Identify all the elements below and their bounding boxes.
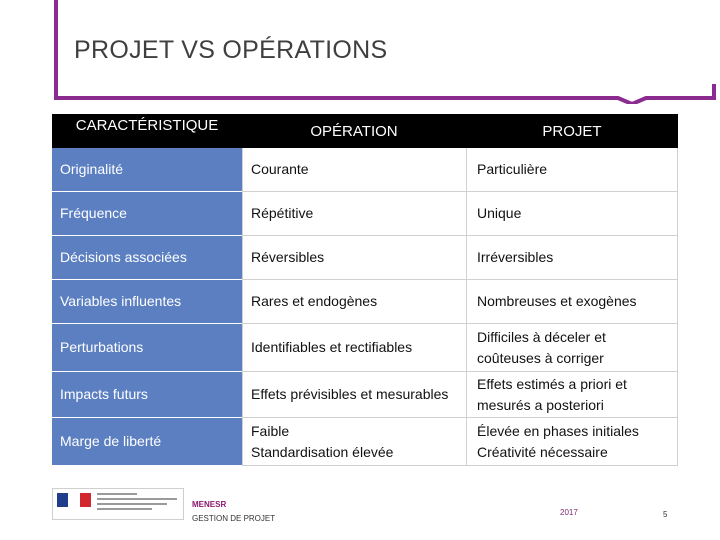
footer-year: 2017 bbox=[560, 508, 578, 517]
operation-cell-line: Faible bbox=[251, 422, 290, 439]
row-label: Décisions associées bbox=[52, 236, 242, 280]
projet-cell bbox=[466, 236, 678, 280]
projet-cell bbox=[466, 324, 678, 372]
projet-cell-line: mesurés a posteriori bbox=[477, 396, 604, 413]
operation-cell bbox=[242, 418, 466, 466]
projet-cell-line: Irréversibles bbox=[477, 249, 554, 265]
row-label: Variables influentes bbox=[52, 280, 242, 324]
table-row bbox=[52, 148, 678, 192]
projet-cell bbox=[466, 192, 678, 236]
projet-cell-line: Élevée en phases initiales bbox=[477, 422, 639, 439]
operation-cell-line: Réversibles bbox=[251, 249, 325, 265]
row-label: Originalité bbox=[52, 148, 242, 192]
projet-cell bbox=[466, 372, 678, 418]
projet-cell-line: Effets estimés a priori et bbox=[477, 375, 627, 392]
operation-cell bbox=[242, 372, 466, 418]
table-row bbox=[52, 280, 678, 324]
projet-cell bbox=[466, 148, 678, 192]
operation-cell-line: Identifiables et rectifiables bbox=[251, 339, 413, 355]
table-row bbox=[52, 192, 678, 236]
projet-cell-line: Nombreuses et exogènes bbox=[477, 293, 637, 309]
row-label: Perturbations bbox=[52, 324, 242, 372]
operation-cell-line: Répétitive bbox=[251, 205, 314, 221]
operation-cell bbox=[242, 280, 466, 324]
operation-cell-line: Rares et endogènes bbox=[251, 293, 378, 309]
footer-org: MENESR bbox=[192, 500, 227, 509]
projet-cell bbox=[466, 418, 678, 466]
operation-cell bbox=[242, 148, 466, 192]
table-row bbox=[52, 324, 678, 372]
row-label: Fréquence bbox=[52, 192, 242, 236]
flag-icon bbox=[57, 493, 91, 507]
operation-cell-line: Courante bbox=[251, 161, 309, 177]
header-projet: PROJET bbox=[466, 114, 678, 148]
projet-cell-line: Difficiles à déceler et bbox=[477, 328, 606, 345]
page-number: 5 bbox=[663, 510, 668, 519]
header-caracteristique: CARACTÉRISTIQUE bbox=[52, 114, 242, 148]
logo-text-lines bbox=[97, 493, 177, 513]
ministry-logo bbox=[52, 488, 184, 520]
projet-cell bbox=[466, 280, 678, 324]
operation-cell bbox=[242, 192, 466, 236]
row-label: Impacts futurs bbox=[52, 372, 242, 418]
projet-cell-line: coûteuses à corriger bbox=[477, 349, 604, 366]
footer-subtitle: GESTION DE PROJET bbox=[192, 514, 276, 523]
projet-cell-line: Unique bbox=[477, 205, 522, 221]
table-row bbox=[52, 372, 678, 418]
projet-cell-line: Particulière bbox=[477, 161, 548, 177]
operation-cell bbox=[242, 236, 466, 280]
table-row bbox=[52, 236, 678, 280]
projet-cell-line: Créativité nécessaire bbox=[477, 443, 608, 460]
operation-cell-line: Effets prévisibles et mesurables bbox=[251, 386, 449, 402]
row-label: Marge de liberté bbox=[52, 418, 242, 466]
operation-cell-line: Standardisation élevée bbox=[251, 443, 394, 460]
page-title: PROJET VS OPÉRATIONS bbox=[74, 36, 388, 64]
table-row bbox=[52, 418, 678, 466]
operation-cell bbox=[242, 324, 466, 372]
header-operation: OPÉRATION bbox=[242, 114, 466, 148]
